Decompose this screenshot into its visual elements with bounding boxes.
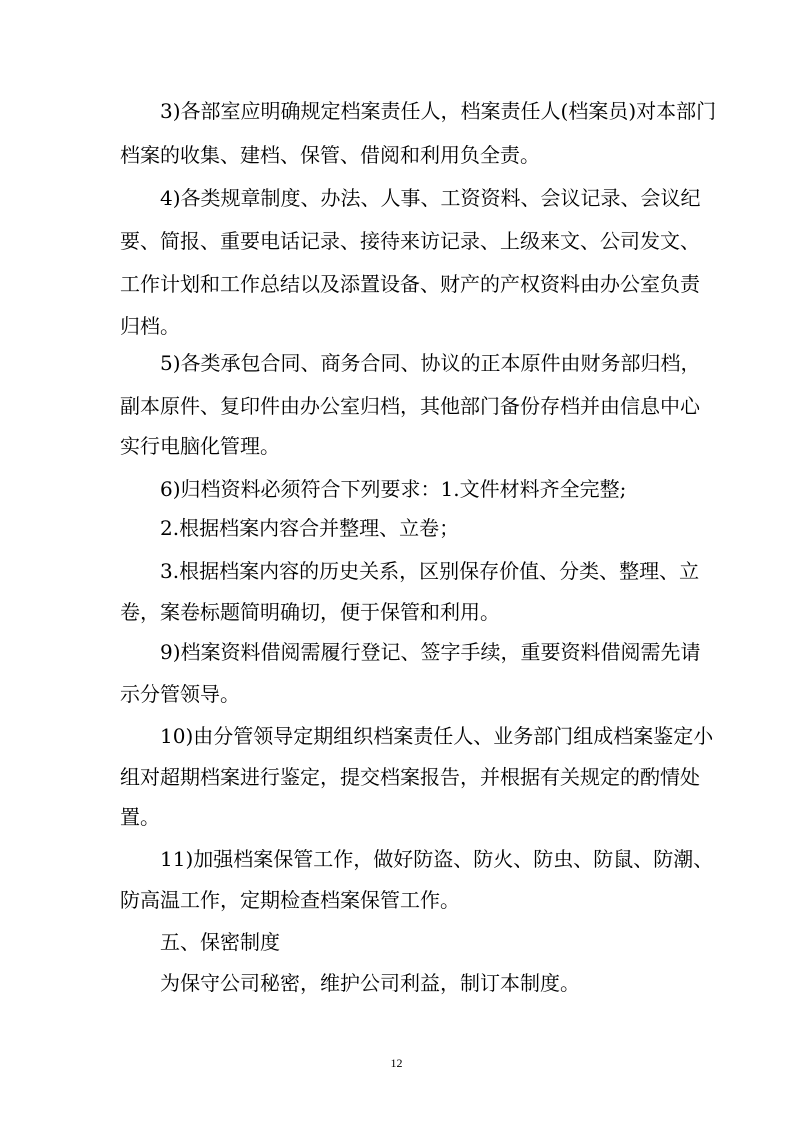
- paragraph-10-line-2: 组对超期档案进行鉴定，提交档案报告，并根据有关规定的酌情处: [120, 765, 700, 789]
- paragraph-4-line-1: 4)各类规章制度、办法、人事、工资资料、会议记录、会议纪: [160, 186, 701, 210]
- paragraph-6-line-1: 6)归档资料必须符合下列要求：1.文件材料齐全完整;: [160, 477, 627, 501]
- paragraph-5-line-1: 5)各类承包合同、商务合同、协议的正本原件由财务部归档，: [160, 351, 701, 375]
- paragraph-10-line-1: 10)由分管领导定期组织档案责任人、业务部门组成档案鉴定小: [160, 724, 714, 748]
- paragraph-3-line-1: 3)各部室应明确规定档案责任人，档案责任人(档案员)对本部门: [160, 99, 717, 123]
- paragraph-6-item-3-line-1: 3.根据档案内容的历史关系，区别保存价值、分类、整理、立: [160, 559, 700, 583]
- paragraph-11-line-1: 11)加强档案保管工作，做好防盗、防火、防虫、防鼠、防潮、: [160, 847, 714, 871]
- paragraph-4-line-3: 工作计划和工作总结以及添置设备、财产的产权资料由办公室负责: [120, 272, 700, 296]
- paragraph-9-line-2: 示分管领导。: [120, 682, 240, 706]
- section-intro-paragraph: 为保守公司秘密，维护公司利益，制订本制度。: [160, 971, 580, 995]
- paragraph-11-line-2: 防高温工作，定期检查档案保管工作。: [120, 888, 460, 912]
- paragraph-4-line-4: 归档。: [120, 314, 180, 338]
- paragraph-6-item-2: 2.根据档案内容合并整理、立卷；: [160, 516, 460, 540]
- section-heading-confidentiality: 五、保密制度: [160, 930, 280, 954]
- paragraph-10-line-3: 置。: [120, 805, 160, 829]
- paragraph-5-line-2: 副本原件、复印件由办公室归档，其他部门备份存档并由信息中心: [120, 394, 700, 418]
- page-number: 12: [390, 1056, 403, 1070]
- paragraph-9-line-1: 9)档案资料借阅需履行登记、签字手续，重要资料借阅需先请: [160, 640, 701, 664]
- paragraph-3-line-2: 档案的收集、建档、保管、借阅和利用负全责。: [120, 143, 540, 167]
- paragraph-4-line-2: 要、简报、重要电话记录、接待来访记录、上级来文、公司发文、: [120, 229, 700, 253]
- paragraph-5-line-3: 实行电脑化管理。: [120, 434, 280, 458]
- paragraph-6-item-3-line-2: 卷，案卷标题简明确切，便于保管和利用。: [120, 600, 500, 624]
